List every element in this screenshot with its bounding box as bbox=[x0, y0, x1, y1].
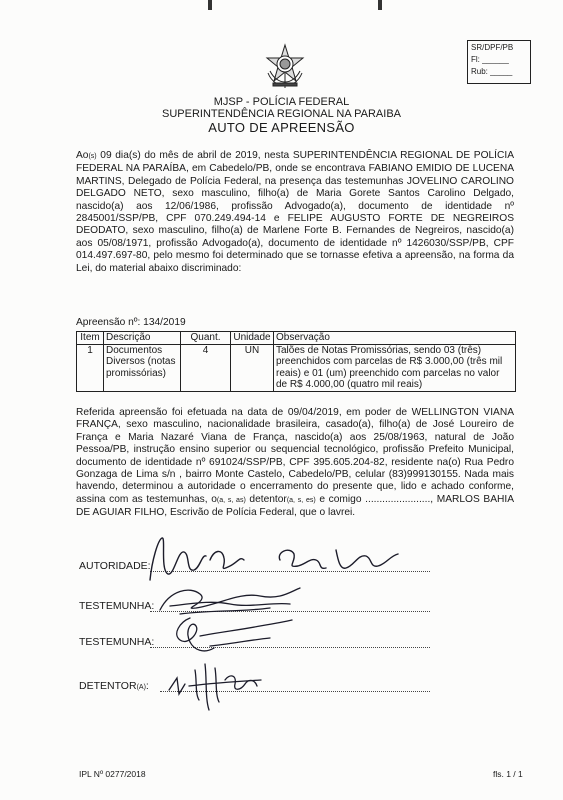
closing-sub-1: (a, s, as) bbox=[216, 496, 246, 504]
folio-unit: SR/DPF/PB bbox=[471, 43, 514, 52]
cell-quant: 4 bbox=[181, 344, 231, 391]
closing-text-b: detentor bbox=[245, 493, 287, 505]
folio-rubric: Rub: _____ bbox=[471, 67, 513, 76]
document-title: AUTO DE APREENSÃO bbox=[208, 120, 355, 135]
ipl-number: IPL Nº 0277/2018 bbox=[79, 769, 146, 779]
signature-label-testemunha-1: TESTEMUNHA: bbox=[79, 600, 155, 612]
handwritten-signature-detentor bbox=[165, 650, 275, 720]
handwritten-signature-autoridade bbox=[140, 530, 410, 585]
col-unidade: Unidade bbox=[231, 332, 274, 345]
col-quant: Quant. bbox=[181, 332, 231, 345]
cell-observacao: Talões de Notas Promissórias, sendo 03 (três) preenchidos com parcelas de R$ 3.000,00 (três mil reais) e 01 (um) preenchido com parcelas no valor de R$ 4.000,00 (quatro mil reais) bbox=[274, 344, 516, 391]
intro-paragraph bbox=[76, 150, 514, 275]
detentor-label-sub: (A) bbox=[136, 684, 146, 691]
folio-stamp-box bbox=[467, 40, 531, 84]
detentor-label-text: DETENTOR bbox=[79, 680, 137, 692]
detentor-label-colon: : bbox=[145, 680, 149, 692]
cell-descricao: Documentos Diversos (notas promissórias) bbox=[104, 344, 181, 391]
cell-unidade: UN bbox=[231, 344, 274, 391]
signature-label-detentor bbox=[79, 680, 149, 692]
brazil-coat-of-arms-icon bbox=[262, 43, 308, 89]
closing-text-c: e comigo ......................., MARLOS BAHIA DE AGUIAR FILHO, Escrivão de Polícia Federal, que o lavrei. bbox=[76, 493, 515, 519]
binder-mark bbox=[378, 0, 382, 10]
col-item: Item bbox=[77, 332, 104, 345]
col-descricao: Descrição bbox=[104, 332, 181, 345]
signature-label-testemunha-2: TESTEMUNHA: bbox=[79, 636, 155, 648]
org-name: MJSP - POLÍCIA FEDERAL bbox=[213, 96, 350, 108]
seizure-number: Apreensão nº: 134/2019 bbox=[76, 317, 186, 328]
binder-mark bbox=[208, 0, 212, 10]
closing-paragraph bbox=[76, 407, 514, 520]
folio-page: Fl: ______ bbox=[471, 55, 509, 64]
table-row bbox=[77, 344, 516, 391]
cell-item: 1 bbox=[77, 344, 104, 391]
col-observacao: Observação bbox=[274, 332, 516, 345]
table-header-row bbox=[77, 332, 516, 345]
intro-text: 09 dia(s) do mês de abril de 2019, nesta SUPERINTENDÊNCIA REGIONAL DE POLÍCIA FEDERAL NA PARAÍBA, em Cabedelo/PB, onde se encontrava FABIANO EMIDIO DE LUCENA MARTINS, Delegado de Polícia Federal, na presença das testemunhas JOVELINO CAROLINO DELGADO NETO, sexo masculino, filho(a) de Maria Gorete Santos Carolino Delgado, nascido(a) aos 12/06/1986, profissão Advogado(a), documento de identidade nº 2845001/SSP/PB, CPF 070.249.494-14 e FELIPE AUGUSTO FORTE DE NEGREIROS DEODATO, sexo masculino, filho(a) de Marlene Forte B. Fernandes de Negreiros, nascido(a) aos 05/08/1971, profissão Advogado(a), documento de identidade nº 1426030/SSP/PB, CPF 014.497.697-80, pelo mesmo foi determinado que se tornasse efetiva a apreensão, na forma da Lei, do material abaixo discriminado: bbox=[76, 150, 514, 274]
intro-opening: Ao bbox=[76, 150, 89, 161]
org-unit: SUPERINTENDÊNCIA REGIONAL NA PARAIBA bbox=[161, 108, 401, 120]
seizure-items-table bbox=[76, 331, 516, 392]
intro-opening-sub: (s) bbox=[88, 153, 97, 160]
signature-label-autoridade: AUTORIDADE: bbox=[79, 560, 151, 572]
closing-sub-2: (a, s, es) bbox=[286, 496, 316, 504]
page-number: fls. 1 / 1 bbox=[493, 769, 523, 779]
closing-text-a: Referida apreensão foi efetuada na data de 09/04/2019, em poder de WELLINGTON VIANA FRANÇA, sexo masculino, nacionalidade brasileira, casado(a), filho(a) de José Loureiro de França e Maria Nazaré Viana de França, nascido(a) aos 25/08/1963, natural de João Pessoa/PB, instrução ensino superior ou sequencial tecnológico, profissão Prefeito Municipal, documento de identidade nº 691024/SSP/PB, CPF 395.605.204-82, residente na(o) Rua Pedro Gonzaga de Lima s/n , bairro Monte Castelo, Cabedelo/PB, celular (83)999130155. Nada mais havendo, determinou a autoridade o encerramento do presente que, lido e achado conforme, assina com as testemunhas, o bbox=[76, 407, 514, 505]
